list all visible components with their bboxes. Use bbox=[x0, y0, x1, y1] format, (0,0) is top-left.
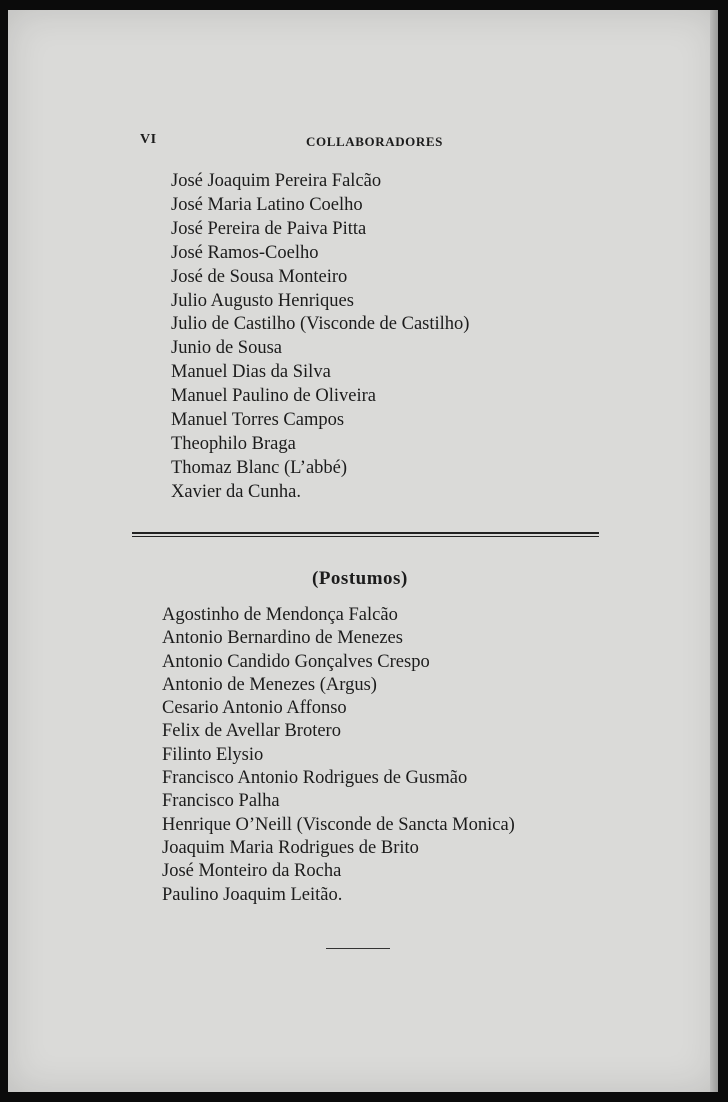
book-page bbox=[8, 10, 718, 1092]
posthumous-name: Joaquim Maria Rodrigues de Brito bbox=[162, 837, 419, 858]
posthumous-name: Paulino Joaquim Leitão. bbox=[162, 884, 343, 905]
page-number: VI bbox=[140, 132, 157, 147]
posthumous-name: Francisco Palha bbox=[162, 791, 280, 812]
contributor-name: José de Sousa Monteiro bbox=[171, 266, 348, 287]
posthumous-heading: (Postumos) bbox=[312, 568, 408, 589]
contributor-name: José Maria Latino Coelho bbox=[171, 194, 363, 215]
contributor-name: José Joaquim Pereira Falcão bbox=[171, 171, 382, 191]
contributor-name: José Pereira de Paiva Pitta bbox=[171, 218, 367, 239]
posthumous-name: Felix de Avellar Brotero bbox=[162, 721, 341, 742]
posthumous-name: Filinto Elysio bbox=[162, 744, 264, 765]
contributors-list bbox=[171, 170, 469, 505]
end-ornament-rule bbox=[326, 948, 390, 949]
contributor-name: Manuel Dias da Silva bbox=[171, 362, 331, 383]
posthumous-name: Antonio de Menezes (Argus) bbox=[162, 674, 377, 695]
posthumous-name: Cesario Antonio Affonso bbox=[162, 698, 347, 719]
posthumous-name: Antonio Candido Gonçalves Crespo bbox=[162, 651, 430, 672]
contributor-name: José Ramos-Coelho bbox=[171, 242, 319, 263]
posthumous-name: Francisco Antonio Rodrigues de Gusmão bbox=[162, 768, 468, 789]
running-header-title: COLLABORADORES bbox=[306, 134, 443, 149]
contributor-name: Theophilo Braga bbox=[171, 433, 296, 454]
contributor-name: Julio Augusto Henriques bbox=[171, 290, 354, 311]
contributor-name: Thomaz Blanc (L’abbé) bbox=[171, 457, 348, 478]
contributor-name: Julio de Castilho (Visconde de Castilho) bbox=[171, 314, 470, 335]
posthumous-name: Henrique O’Neill (Visconde de Sancta Monica) bbox=[162, 814, 515, 835]
posthumous-list bbox=[162, 604, 515, 907]
posthumous-name: Agostinho de Mendonça Falcão bbox=[162, 605, 398, 625]
contributor-name: Manuel Paulino de Oliveira bbox=[171, 386, 376, 407]
contributor-name: Xavier da Cunha. bbox=[171, 481, 301, 502]
contributor-name: Junio de Sousa bbox=[171, 338, 282, 359]
posthumous-name: Antonio Bernardino de Menezes bbox=[162, 628, 403, 649]
page-edge bbox=[710, 10, 718, 1092]
posthumous-name: José Monteiro da Rocha bbox=[162, 861, 342, 882]
section-divider bbox=[132, 536, 599, 537]
contributor-name: Manuel Torres Campos bbox=[171, 410, 345, 431]
section-divider bbox=[132, 532, 599, 534]
